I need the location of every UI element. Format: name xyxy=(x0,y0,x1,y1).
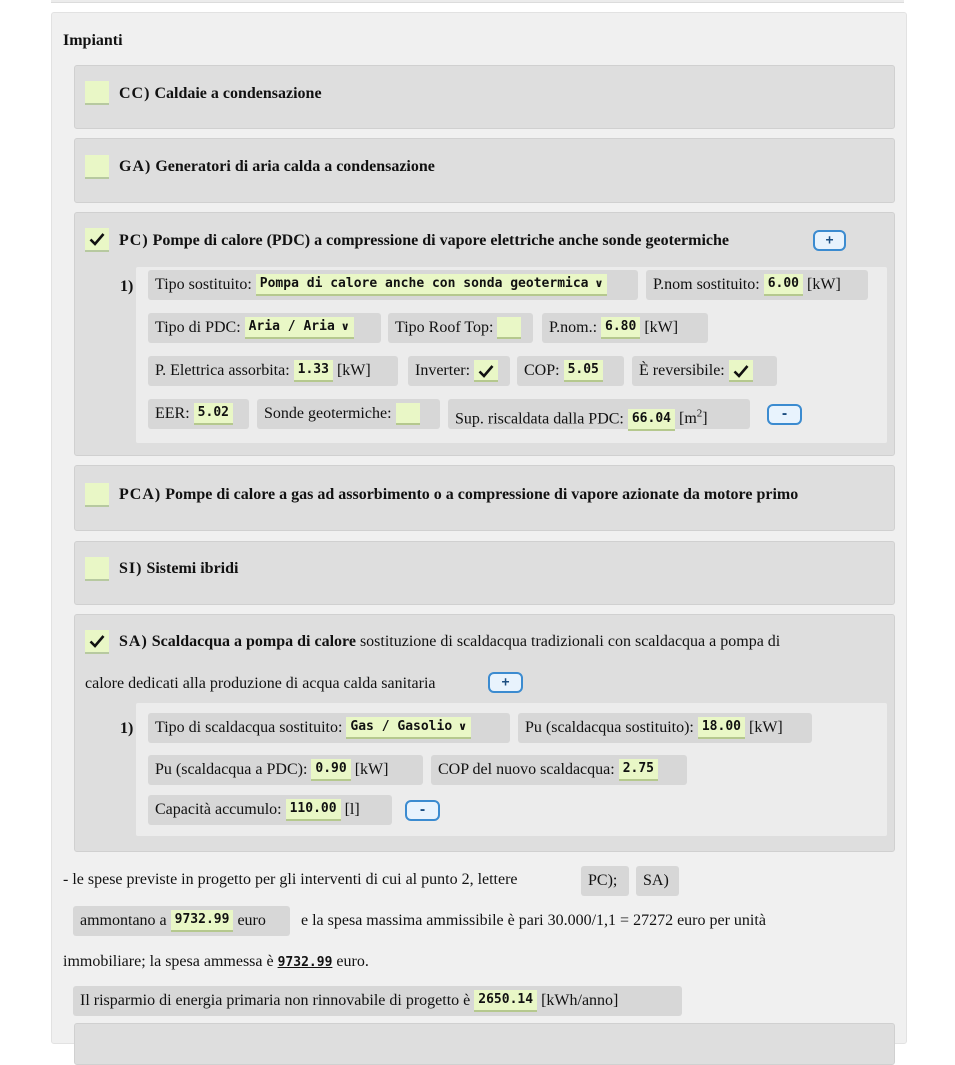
check-icon xyxy=(478,364,494,378)
pc-tipo-sostituito-select[interactable] xyxy=(256,274,608,296)
pc-pnom-unit: [kW] xyxy=(644,319,679,336)
cc-title xyxy=(119,85,322,103)
sa-tipo-select[interactable] xyxy=(346,717,471,739)
pc-item-index: 1) xyxy=(120,278,134,295)
section-si xyxy=(74,541,895,605)
pc-sup-unit-exp: 2 xyxy=(696,408,703,420)
check-icon xyxy=(89,634,105,648)
si-title xyxy=(119,560,238,578)
pca-title-text: Pompe di calore a gas ad assorbimento o a compressione di vapore azionate da motore primo xyxy=(165,486,799,503)
pc-sup-label: Sup. riscaldata dalla PDC: xyxy=(455,410,624,428)
si-code: SI) xyxy=(119,560,143,577)
sa-pu-sost-unit: [kW] xyxy=(749,719,783,736)
pc-sup-input[interactable]: 66.04 xyxy=(628,409,675,431)
pc-tipo-pdc-label: Tipo di PDC: xyxy=(155,319,241,336)
pc-pnom xyxy=(542,313,708,343)
pc-pel xyxy=(148,356,398,386)
cc-title-text: Caldaie a condensazione xyxy=(154,85,322,102)
pc-sonde xyxy=(257,399,440,429)
ga-title-text: Generatori di aria calda a condensazione xyxy=(155,158,435,175)
pc-tipo-sostituito-value: Pompa di calore anche con sonda geotermica xyxy=(259,276,589,292)
sa-item-index: 1) xyxy=(120,720,134,737)
sa-desc2: calore dedicati alla produzione di acqua calda sanitaria xyxy=(85,675,436,692)
summary-ammontano-unit: euro xyxy=(237,912,266,929)
pc-sup-unit-end: ] xyxy=(702,410,708,428)
pc-pnom-label: P.nom.: xyxy=(549,319,598,336)
pc-eer-label: EER: xyxy=(155,405,190,422)
si-title-text: Sistemi ibridi xyxy=(146,560,239,577)
pc-sup-unit-start: [m xyxy=(679,410,697,428)
section-cc xyxy=(74,65,895,129)
sa-tipo xyxy=(148,713,510,743)
pc-reversibile-label: È reversibile: xyxy=(639,362,725,379)
summary-ammontano-label: ammontano a xyxy=(80,912,167,929)
summary-line1-text: - le spese previste in progetto per gli interventi di cui al punto 2, lettere xyxy=(63,871,518,888)
chevron-down-icon: ∨ xyxy=(458,720,468,734)
chevron-down-icon: ∨ xyxy=(594,277,604,291)
sa-title-text: Scaldacqua a pompa di calore xyxy=(151,633,356,650)
summary-line3-value: 9732.99 xyxy=(277,955,333,970)
pc-roof-top-label: Tipo Roof Top: xyxy=(395,319,494,336)
sa-code: SA) xyxy=(119,633,148,650)
pc-pnom-sostituito xyxy=(646,270,868,300)
sa-title xyxy=(119,633,780,651)
sa-cap-unit: [l] xyxy=(344,801,360,818)
sa-pu-sost xyxy=(518,713,812,743)
cc-code: CC) xyxy=(119,85,151,102)
sa-pu-pdc-input[interactable]: 0.90 xyxy=(311,759,350,781)
pc-pnom-sostituito-label: P.nom sostituito: xyxy=(653,276,760,293)
summary-line3-start: immobiliare; la spesa ammessa è xyxy=(63,953,274,970)
pc-title xyxy=(119,232,729,250)
pc-roof-top xyxy=(388,313,533,343)
pc-code: PC) xyxy=(119,232,149,249)
pc-inverter-checkbox[interactable] xyxy=(474,360,498,382)
pca-checkbox[interactable] xyxy=(85,483,109,507)
sa-pu-pdc-unit: [kW] xyxy=(354,761,389,778)
pc-reversibile-checkbox[interactable] xyxy=(729,360,753,382)
summary-risparmio-value: 2650.14 xyxy=(474,990,537,1012)
pc-pnom-sostituito-input[interactable]: 6.00 xyxy=(764,274,803,296)
pc-cop-input[interactable]: 5.05 xyxy=(564,360,603,382)
summary-line3 xyxy=(63,953,369,971)
pc-sup xyxy=(448,399,750,429)
top-strip xyxy=(51,0,904,3)
pc-tipo-pdc xyxy=(148,313,381,343)
sa-checkbox[interactable] xyxy=(85,630,109,654)
ga-checkbox[interactable] xyxy=(85,155,109,179)
pc-sonde-label: Sonde geotermiche: xyxy=(264,405,392,422)
summary-ammontano xyxy=(73,906,290,936)
pca-title xyxy=(119,486,798,504)
pc-checkbox[interactable] xyxy=(85,228,109,252)
si-checkbox[interactable] xyxy=(85,557,109,581)
summary-line2: e la spesa massima ammissibile è pari 30.000/1,1 = 27272 euro per unità xyxy=(301,912,766,929)
section-pc xyxy=(74,212,895,456)
sa-pu-pdc-label: Pu (scaldacqua a PDC): xyxy=(155,761,308,778)
pc-remove-button[interactable]: - xyxy=(767,404,802,425)
pc-tipo-sostituito-label: Tipo sostituito: xyxy=(155,276,252,293)
pc-inverter xyxy=(408,356,510,386)
pc-sup-unit xyxy=(679,410,708,427)
summary-risparmio-unit: [kWh/anno] xyxy=(541,992,619,1009)
sa-cap-input[interactable]: 110.00 xyxy=(286,799,341,821)
cc-checkbox[interactable] xyxy=(85,81,109,105)
pc-sonde-checkbox[interactable] xyxy=(396,403,420,425)
check-icon xyxy=(89,232,105,246)
sa-cap-label: Capacità accumulo: xyxy=(155,801,282,818)
pc-pel-label: P. Elettrica assorbita: xyxy=(155,362,290,379)
pc-roof-top-checkbox[interactable] xyxy=(497,317,521,339)
sa-cap xyxy=(148,795,392,825)
pc-pel-input[interactable]: 1.33 xyxy=(294,360,333,382)
section-pca xyxy=(74,465,895,531)
sa-desc1: sostituzione di scaldacqua tradizionali con scaldacqua a pompa di xyxy=(359,633,781,650)
pc-reversibile xyxy=(632,356,777,386)
summary-tag-sa: SA) xyxy=(636,866,679,896)
summary-ammontano-value: 9732.99 xyxy=(171,910,234,932)
pc-pnom-sostituito-unit: [kW] xyxy=(807,276,841,293)
pc-eer xyxy=(148,399,249,429)
sa-item xyxy=(120,703,887,836)
pc-inverter-label: Inverter: xyxy=(415,362,471,379)
pc-item xyxy=(120,267,887,443)
sa-cop-input[interactable]: 2.75 xyxy=(619,759,658,781)
summary-risparmio xyxy=(73,986,682,1016)
section-ga xyxy=(74,138,895,203)
next-section-stub xyxy=(74,1023,895,1065)
chevron-down-icon: ∨ xyxy=(340,320,350,334)
sa-pu-sost-input[interactable]: 18.00 xyxy=(698,717,745,739)
impianti-panel xyxy=(51,12,907,1044)
ga-code: GA) xyxy=(119,158,152,175)
summary-risparmio-label: Il risparmio di energia primaria non rinnovabile di progetto è xyxy=(80,992,471,1009)
summary-line1 xyxy=(63,871,518,889)
sa-tipo-value: Gas / Gasolio xyxy=(350,719,453,735)
pc-tipo-pdc-select[interactable] xyxy=(245,317,354,339)
sa-tipo-label: Tipo di scaldacqua sostituito: xyxy=(155,719,343,736)
summary-line3-end: euro. xyxy=(336,953,369,970)
pc-cop-label: COP: xyxy=(524,362,560,379)
section-sa xyxy=(74,614,895,852)
sa-cop-label: COP del nuovo scaldacqua: xyxy=(438,761,615,778)
pc-eer-input[interactable]: 5.02 xyxy=(194,403,233,425)
sa-add-button[interactable]: + xyxy=(488,672,523,693)
pc-pnom-input[interactable]: 6.80 xyxy=(601,317,640,339)
pc-title-text: Pompe di calore (PDC) a compressione di vapore elettriche anche sonde geotermiche xyxy=(152,232,729,249)
pc-tipo-pdc-value: Aria / Aria xyxy=(248,319,335,335)
check-icon xyxy=(733,364,749,378)
panel-title: Impianti xyxy=(63,32,123,49)
sa-pu-sost-label: Pu (scaldacqua sostituito): xyxy=(525,719,694,736)
sa-remove-button[interactable]: - xyxy=(405,800,440,821)
pc-pel-unit: [kW] xyxy=(336,362,371,379)
sa-cop xyxy=(431,755,687,785)
pca-code: PCA) xyxy=(119,486,162,503)
pc-add-button[interactable]: + xyxy=(813,230,846,251)
ga-title xyxy=(119,158,435,176)
sa-pu-pdc xyxy=(148,755,423,785)
pc-cop xyxy=(517,356,624,386)
summary-tag-pc: PC); xyxy=(581,866,629,896)
pc-tipo-sostituito xyxy=(148,270,638,300)
